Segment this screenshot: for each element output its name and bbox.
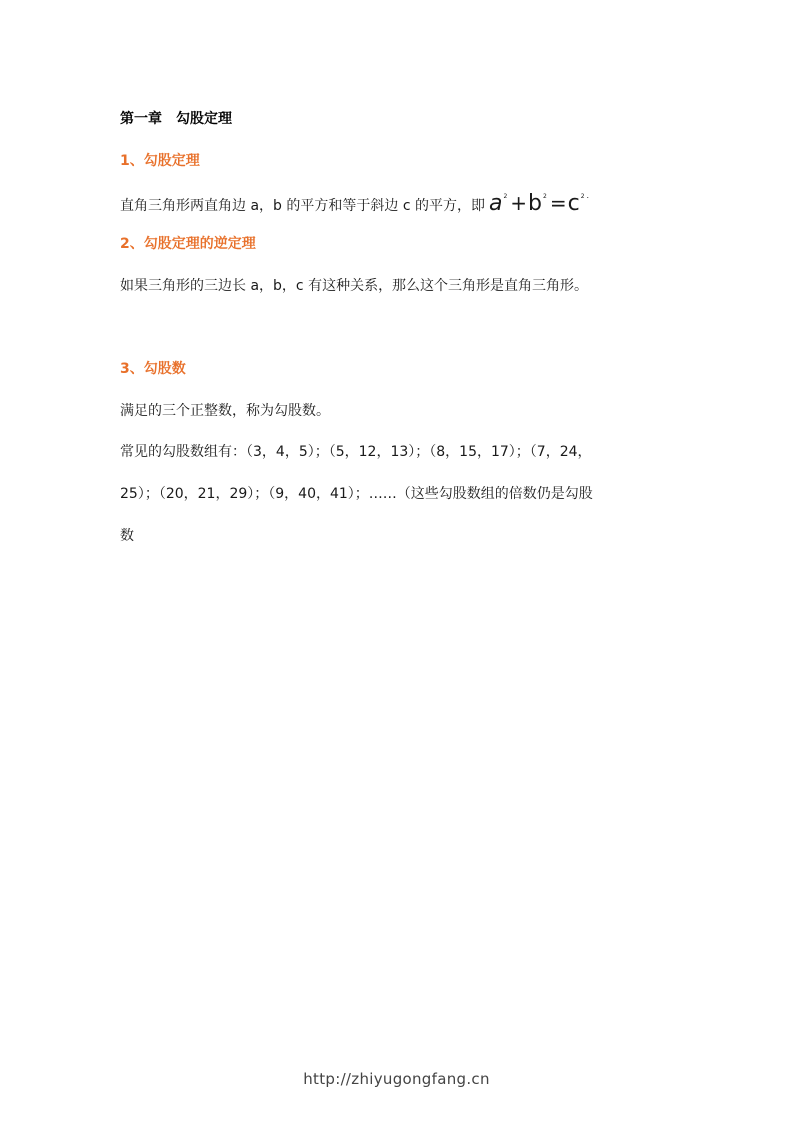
section-2-text: 如果三角形的三边长 a，b，c 有这种关系，那么这个三角形是直角三角形。 [120, 278, 589, 294]
formula-a: a [488, 191, 503, 216]
formula-b: b [528, 191, 543, 216]
pythagorean-formula [489, 191, 589, 216]
formula-equals: = [549, 191, 567, 215]
section-1-paragraph [120, 191, 589, 216]
section-heading-1: 1、勾股定理 [120, 153, 200, 169]
formula-plus: + [510, 191, 528, 215]
pythagorean-triples-line-3: 数 [120, 528, 134, 544]
section-1-text: 直角三角形两直角边 a，b 的平方和等于斜边 c 的平方，即 [120, 198, 485, 214]
formula-sup-b: 2 [543, 193, 547, 200]
chapter-title: 第一章 勾股定理 [120, 111, 232, 127]
formula-sup-c: 2 [580, 193, 585, 200]
section-3-text: 满足的三个正整数，称为勾股数。 [120, 403, 330, 419]
pythagorean-triples-line-1: 常见的勾股数组有：（3，4，5）；（5，12，13）；（8，15，17）；（7，24， [120, 444, 592, 460]
footer-url: http://zhiyugongfang.cn [303, 1070, 490, 1088]
section-heading-2: 2、勾股定理的逆定理 [120, 236, 256, 252]
pythagorean-triples-line-2: 25）；（20，21，29）；（9，40，41）；……（这些勾股数组的倍数仍是勾股 [120, 486, 593, 502]
section-heading-3: 3、勾股数 [120, 361, 186, 377]
formula-sup-a: 2 [503, 193, 508, 200]
formula-period: . [586, 191, 590, 200]
formula-c: c [567, 191, 580, 216]
